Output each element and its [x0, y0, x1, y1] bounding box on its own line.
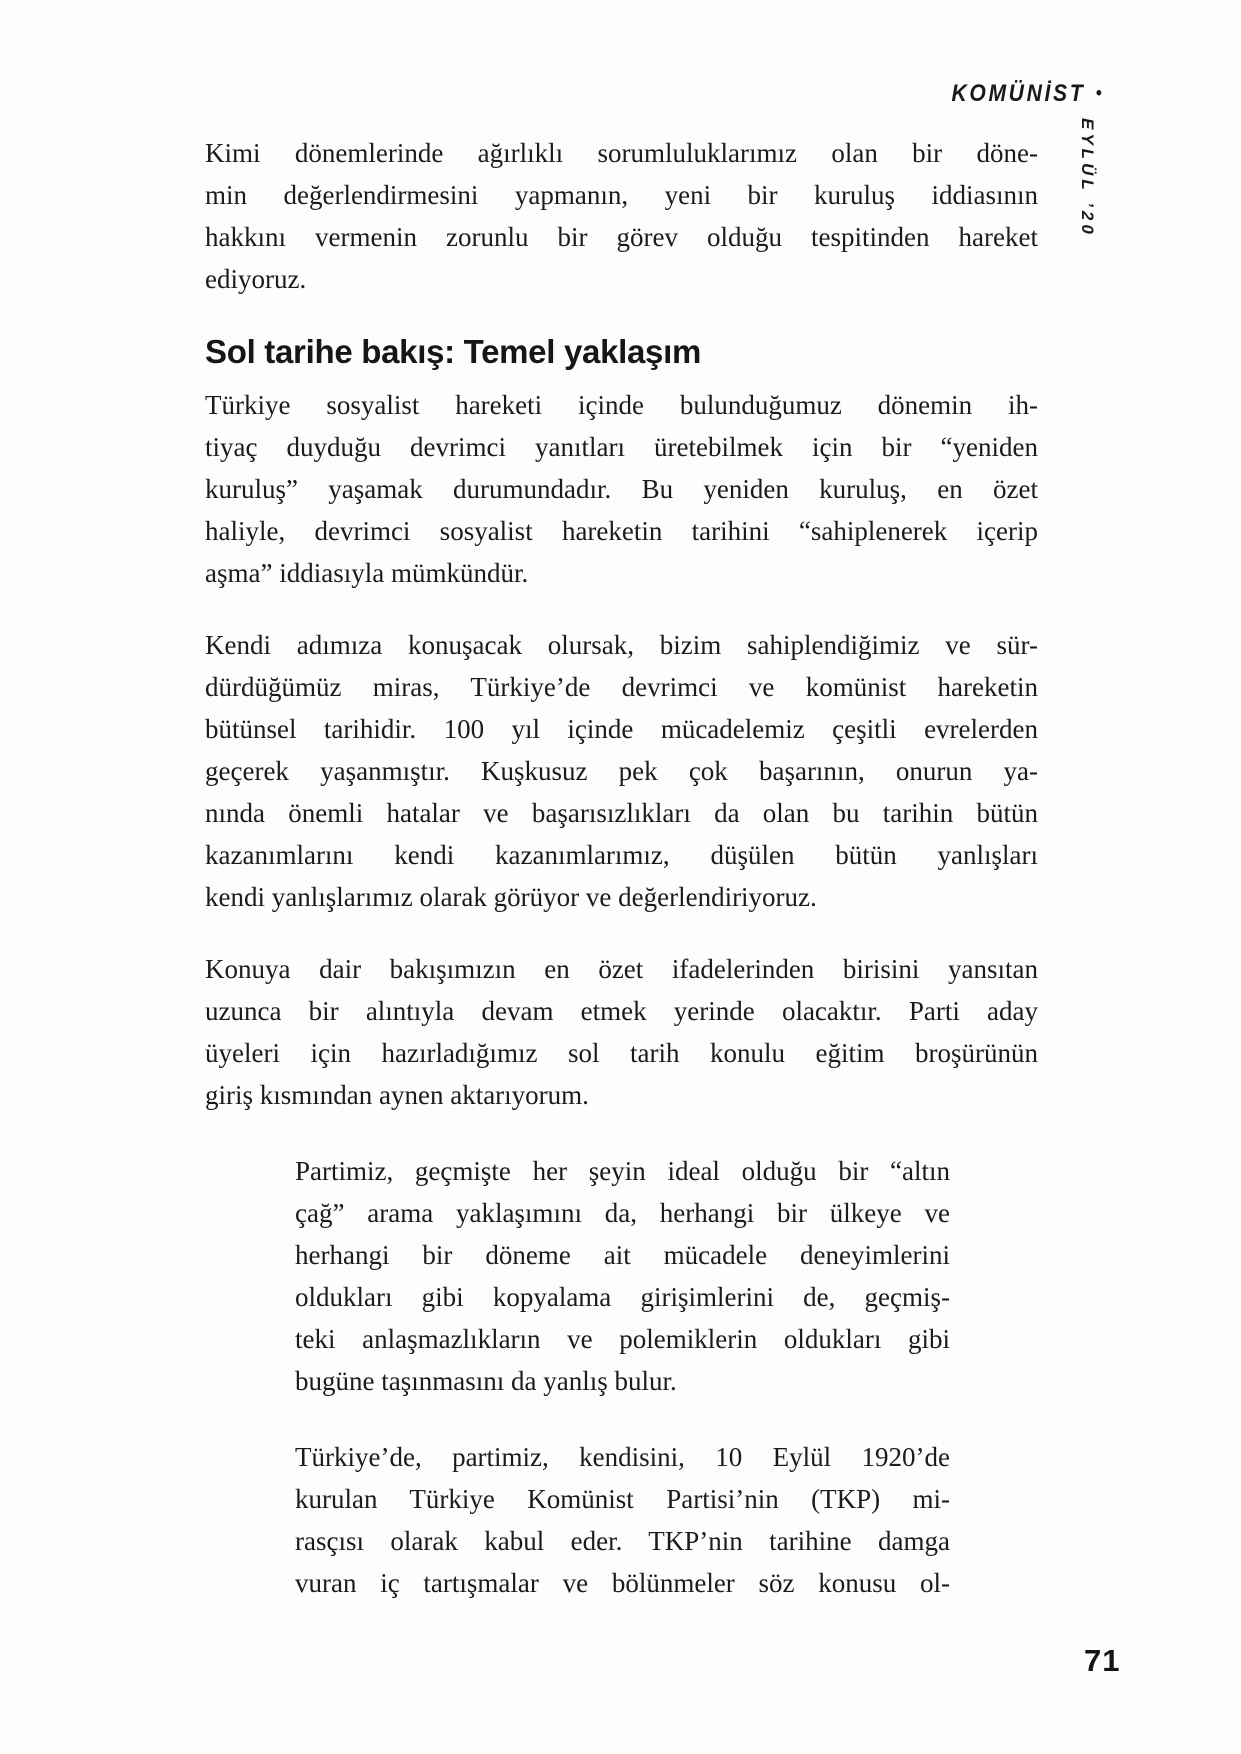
- text-line: Kendi adımıza konuşacak olursak, bizim sahiplendiğimiz ve sür-: [205, 630, 1038, 660]
- block-quote-paragraph: [295, 1436, 950, 1604]
- text-line: ediyoruz.: [205, 264, 307, 294]
- text-line: üyeleri için hazırladığımız sol tarih konulu eğitim broşürünün: [205, 1038, 1038, 1068]
- text-line: Türkiye’de, partimiz, kendisini, 10 Eylül 1920’de: [295, 1442, 950, 1472]
- block-quote-paragraph: [295, 1150, 950, 1402]
- text-line: min değerlendirmesini yapmanın, yeni bir kuruluş iddiasının: [205, 180, 1038, 210]
- page-content: [205, 132, 1038, 1638]
- body-paragraph: [205, 384, 1038, 594]
- text-line: vuran iç tartışmalar ve bölünmeler söz konusu ol-: [295, 1568, 950, 1598]
- body-paragraph: [205, 132, 1038, 300]
- text-line: uzunca bir alıntıyla devam etmek yerinde olacaktır. Parti aday: [205, 996, 1038, 1026]
- text-line: Türkiye sosyalist hareketi içinde bulunduğumuz dönemin ih-: [205, 390, 1038, 420]
- text-line: kendi yanlışlarımız olarak görüyor ve değerlendiriyoruz.: [205, 882, 817, 912]
- text-line: hakkını vermenin zorunlu bir görev olduğu tespitinden hareket: [205, 222, 1038, 252]
- text-line: giriş kısmından aynen aktarıyorum.: [205, 1080, 589, 1110]
- text-line: kurulan Türkiye Komünist Partisi’nin (TKP) mi-: [295, 1484, 950, 1514]
- text-line: Konuya dair bakışımızın en özet ifadelerinden birisini yansıtan: [205, 954, 1038, 984]
- text-line: herhangi bir döneme ait mücadele deneyimlerini: [295, 1240, 950, 1270]
- text-line: dürdüğümüz miras, Türkiye’de devrimci ve komünist hareketin: [205, 672, 1038, 702]
- text-line: oldukları gibi kopyalama girişimlerini de, geçmiş-: [295, 1282, 950, 1312]
- magazine-title: KOMÜNİST: [951, 80, 1086, 107]
- text-line: bütünsel tarihidir. 100 yıl içinde mücadelemiz çeşitli evrelerden: [205, 714, 1038, 744]
- text-line: teki anlaşmazlıkların ve polemiklerin oldukları gibi: [295, 1324, 950, 1354]
- text-line: Kimi dönemlerinde ağırlıklı sorumluluklarımız olan bir döne-: [205, 138, 1038, 168]
- page-number: 71: [1084, 1643, 1121, 1678]
- text-line: nında önemli hatalar ve başarısızlıkları da olan bu tarihin bütün: [205, 798, 1038, 828]
- section-heading: Sol tarihe bakış: Temel yaklaşım: [205, 333, 702, 370]
- text-line: haliyle, devrimci sosyalist hareketin tarihini “sahiplenerek içerip: [205, 516, 1038, 546]
- body-paragraph: [205, 948, 1038, 1116]
- text-line: kuruluş” yaşamak durumundadır. Bu yeniden kuruluş, en özet: [205, 474, 1038, 504]
- text-line: rasçısı olarak kabul eder. TKP’nin tarihine damga: [295, 1526, 950, 1556]
- bullet-icon: •: [1096, 83, 1102, 104]
- text-line: kazanımlarını kendi kazanımlarımız, düşülen bütün yanlışları: [205, 840, 1038, 870]
- text-line: Partimiz, geçmişte her şeyin ideal olduğu bir “altın: [295, 1156, 950, 1186]
- text-line: aşma” iddiasıyla mümkündür.: [205, 558, 529, 588]
- text-line: geçerek yaşanmıştır. Kuşkusuz pek çok başarının, onurun ya-: [205, 756, 1038, 786]
- masthead: [952, 80, 1102, 108]
- text-line: çağ” arama yaklaşımını da, herhangi bir ülkeye ve: [295, 1198, 950, 1228]
- text-line: tiyaç duyduğu devrimci yanıtları üretebilmek için bir “yeniden: [205, 432, 1038, 462]
- issue-label-vertical: EYLÜL ’20: [1078, 118, 1097, 238]
- body-paragraph: [205, 624, 1038, 918]
- text-line: bugüne taşınmasını da yanlış bulur.: [295, 1366, 677, 1396]
